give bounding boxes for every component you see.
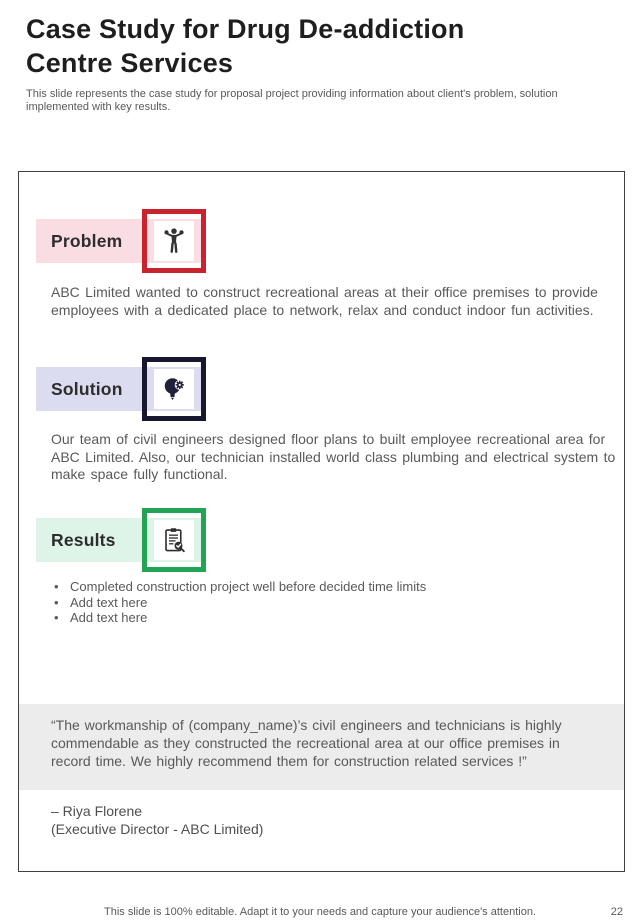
problem-section-header — [19, 209, 624, 273]
lightbulb-gear-icon — [159, 374, 189, 404]
page-number: 22 — [610, 906, 623, 918]
testimonial-quote-box — [19, 704, 624, 790]
solution-label: Solution — [51, 378, 123, 399]
slide-header — [26, 12, 616, 114]
case-study-panel — [18, 171, 625, 872]
results-icon-chip — [154, 520, 194, 560]
results-bullet-item: • Add text here — [51, 610, 611, 626]
results-bullet-list — [51, 579, 611, 626]
solution-body-text: Our team of civil engineers designed floor plans to built employee recreational area for ABC Limited. Also, our technician installed world class plumbing and electrical system to make space fully functional. — [51, 431, 616, 482]
problem-label: Problem — [51, 230, 123, 251]
solution-icon-tile — [142, 357, 206, 421]
clipboard-check-icon — [159, 525, 189, 555]
balance-person-icon — [159, 226, 189, 256]
testimonial-author: – Riya Florene — [51, 803, 143, 819]
page-subtitle: This slide represents the case study for proposal project providing information about client's problem, solution implemented with key results. — [26, 88, 558, 113]
results-bullet-item: • Completed construction project well before decided time limits — [51, 579, 611, 595]
solution-icon-chip — [154, 369, 194, 409]
solution-section-header — [19, 357, 624, 421]
problem-icon-tile — [142, 209, 206, 273]
results-bullet-item: • Add text here — [51, 595, 611, 611]
results-label: Results — [51, 529, 116, 550]
problem-icon-chip — [154, 221, 194, 261]
testimonial-author-title: (Executive Director - ABC Limited) — [51, 820, 264, 837]
footer-note: This slide is 100% editable. Adapt it to your needs and capture your audience's attention. — [104, 906, 536, 918]
page-title: Case Study for Drug De-addiction Centre Services — [26, 14, 465, 78]
problem-body-text: ABC Limited wanted to construct recreational areas at their office premises to provide employees with a dedicated place to network, relax and conduct indoor fun activities. — [51, 284, 598, 318]
testimonial-quote-text: “The workmanship of (company_name)’s civil engineers and technicians is highly commendable as they constructed the recreational area at our office premises in record time. We highly recommend them for construction related services !” — [51, 717, 562, 769]
results-section-header — [19, 508, 624, 572]
testimonial-attribution — [51, 803, 263, 838]
results-icon-tile — [142, 508, 206, 572]
